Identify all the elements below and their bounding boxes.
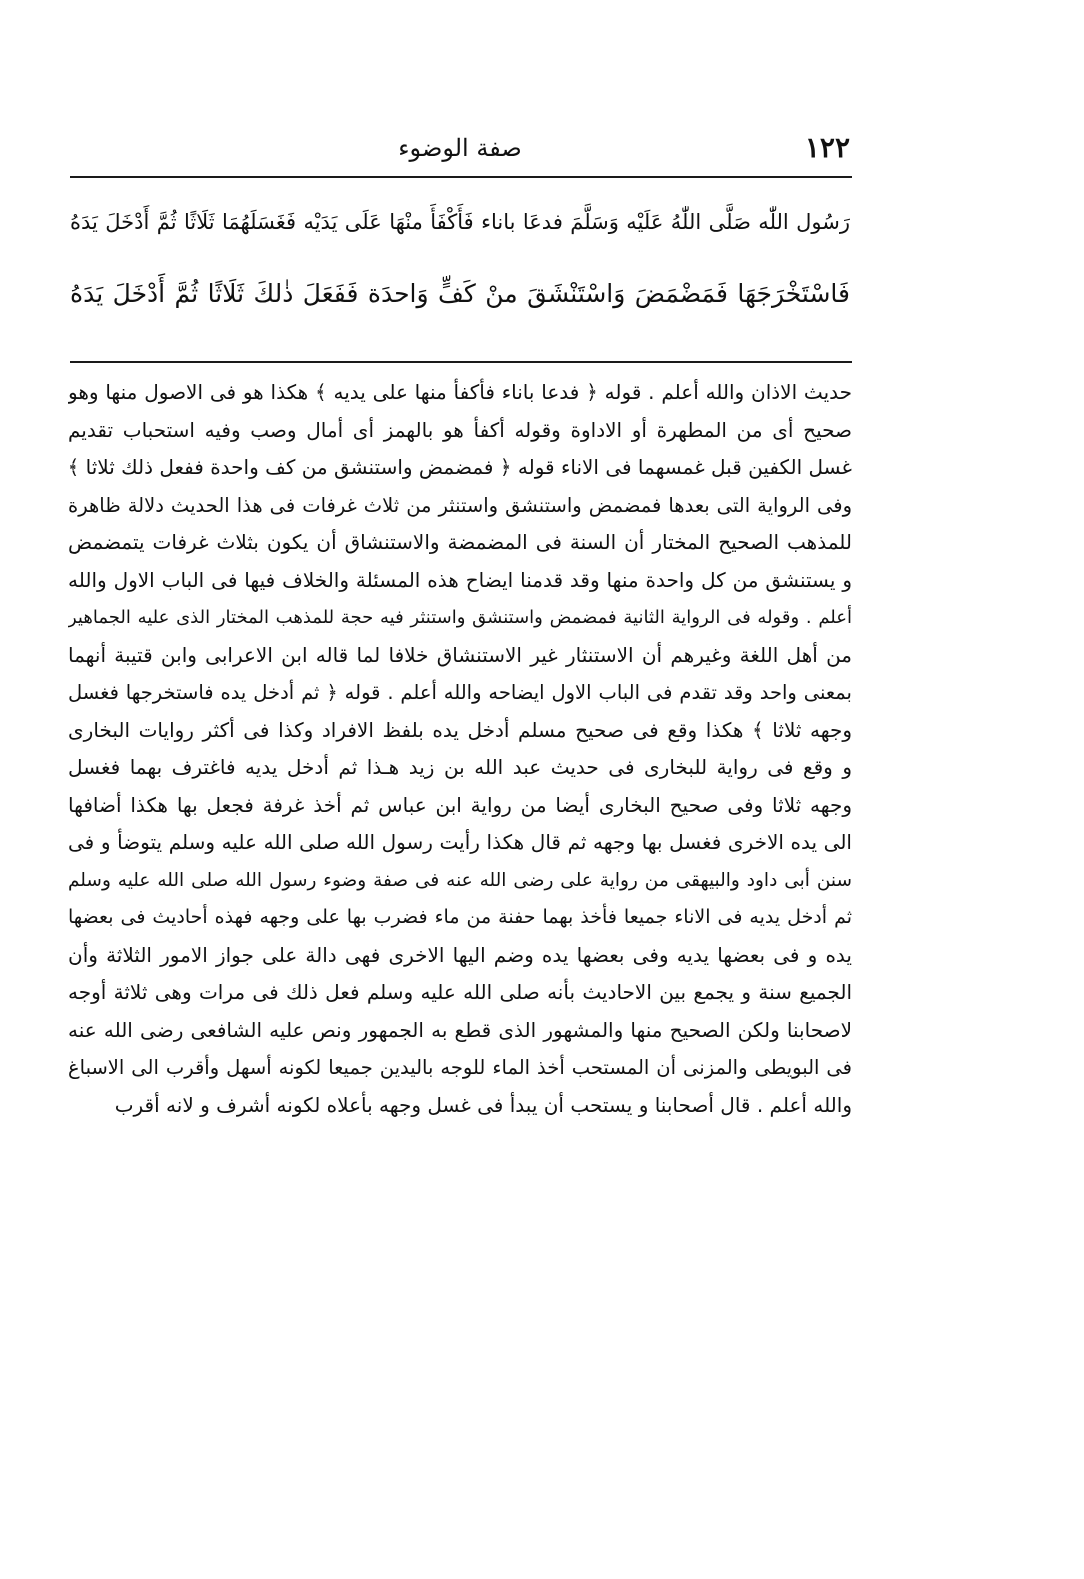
commentary-line: للمذهب الصحيح المختار أن السنة فى المضمضة والاستنشاق أن يكون بثلاث غرفات يتمضمض [68, 530, 852, 554]
commentary-line: الجميع سنة و يجمع بين الاحاديث بأنه صلى الله عليه وسلم فعل ذلك فى مرات وهى ثلاثة أوجه [68, 980, 852, 1004]
separator-rule [70, 361, 852, 363]
commentary-line: و وقع فى رواية للبخارى فى حديث عبد الله بن زيد هـذا ثم أدخل يديه فاغترف بهما فغسل [68, 755, 852, 779]
commentary-line: وجهه ثلاثا وفى صحيح البخارى أيضا من رواية ابن عباس ثم أخذ غرفة فجعل بها هكذا أضافها [68, 792, 852, 817]
hadith-line: فَاسْتَخْرَجَهَا فَمَضْمَضَ وَاسْتَنْشَقَ منْ كَفٍّ وَاحدَة فَفَعَلَ ذٰلكَ ثَلَاثًا ثُمَّ أَدْخَلَ يَدَهُ [70, 279, 850, 308]
commentary-line: من أهل اللغة وغيرهم أن الاستنثار غير الاستنشاق خلافا لما قاله ابن الاعرابى وابن قتيبة أنهما [68, 642, 852, 667]
commentary-line: يده و فى بعضها يديه وفى بعضها يده وضم اليها الاخرى فهى دالة على جواز الامور الثلاثة وأن [68, 942, 852, 967]
commentary-line: وجهه ثلاثا ﴾ هكذا وقع فى صحيح مسلم أدخل يده بلفظ الافراد وكذا فى أكثر روايات البخارى [68, 717, 852, 742]
running-title: صفة الوضوء [398, 134, 522, 162]
commentary-line: لاصحابنا ولكن الصحيح منها والمشهور الذى قطع به الجمهور ونص عليه الشافعى رضى الله عنه [68, 1017, 852, 1042]
hadith-text-block [70, 186, 850, 330]
commentary-block [68, 374, 852, 1124]
commentary-line: حديث الاذان والله أعلم . قوله ﴿ فدعا باناء فأكفأ منها على يديه ﴾ هكذا هو فى الاصول منها وهو [68, 380, 852, 404]
commentary-line: سنن أبى داود والبيهقى من رواية على رضى الله عنه فى صفة وضوء رسول الله صلى الله عليه وسلم [68, 869, 852, 891]
hadith-line: رَسُول اللّٰه صَلَّى اللّٰهُ عَلَيْه وَسَلَّمَ فدعَا باناء فَأَكْفَأَ منْهَا عَلَى يَدَيْه فَغَسَلَهُمَا ثَلَاثًا ثُمَّ أَدْخَلَ يَدَهُ [70, 210, 850, 234]
commentary-line: بمعنى واحد وقد تقدم فى الباب الاول ايضاحه والله أعلم . قوله ﴿ ثم أدخل يده فاستخرجها فغسل [68, 681, 852, 704]
commentary-line: فى البويطى والمزنى أن المستحب أخذ الماء للوجه باليدين جميعا لكونه أسهل وأقرب الى الاسباغ [68, 1056, 852, 1079]
commentary-line: الى يده الاخرى فغسل بها وجهه ثم قال هكذا رأيت رسول الله صلى الله عليه وسلم يتوضأ و فى [68, 830, 852, 854]
commentary-line: غسل الكفين قبل غمسهما فى الاناء قوله ﴿ فمضمض واستنشق من كف واحدة ففعل ذلك ثلاثا ﴾ [68, 455, 852, 479]
commentary-line: وفى الرواية التى بعدها فمضمض واستنشق واستنثر من ثلاث غرفات فى هذا الحديث دلالة ظاهرة [68, 493, 852, 517]
commentary-line: و يستنشق من كل واحدة منها وقد قدمنا ايضاح هذه المسئلة والخلاف فيها فى الباب الاول والله [68, 567, 852, 592]
header-rule [70, 176, 852, 178]
page-number: ١٢٢ [804, 131, 850, 164]
commentary-line: صحيح أى من المطهرة أو الاداوة وقوله أكفأ هو بالهمز أى أمال وصب وفيه استحباب تقديم [68, 417, 852, 442]
commentary-line: والله أعلم . قال أصحابنا و يستحب أن يبدأ فى غسل وجهه بأعلاه لكونه أشرف و لانه أقرب [114, 1092, 852, 1117]
commentary-line: ثم أدخل يديه فى الاناء جميعا فأخذ بهما حفنة من ماء فضرب بها على وجهه فهذه أحاديث فى بعضها [68, 906, 852, 928]
page-header [70, 128, 850, 168]
commentary-line: أعلم . وقوله فى الرواية الثانية فمضمض واستنشق واستنثر فيه حجة للمذهب المختار الذى عليه الجماهير [68, 607, 852, 628]
